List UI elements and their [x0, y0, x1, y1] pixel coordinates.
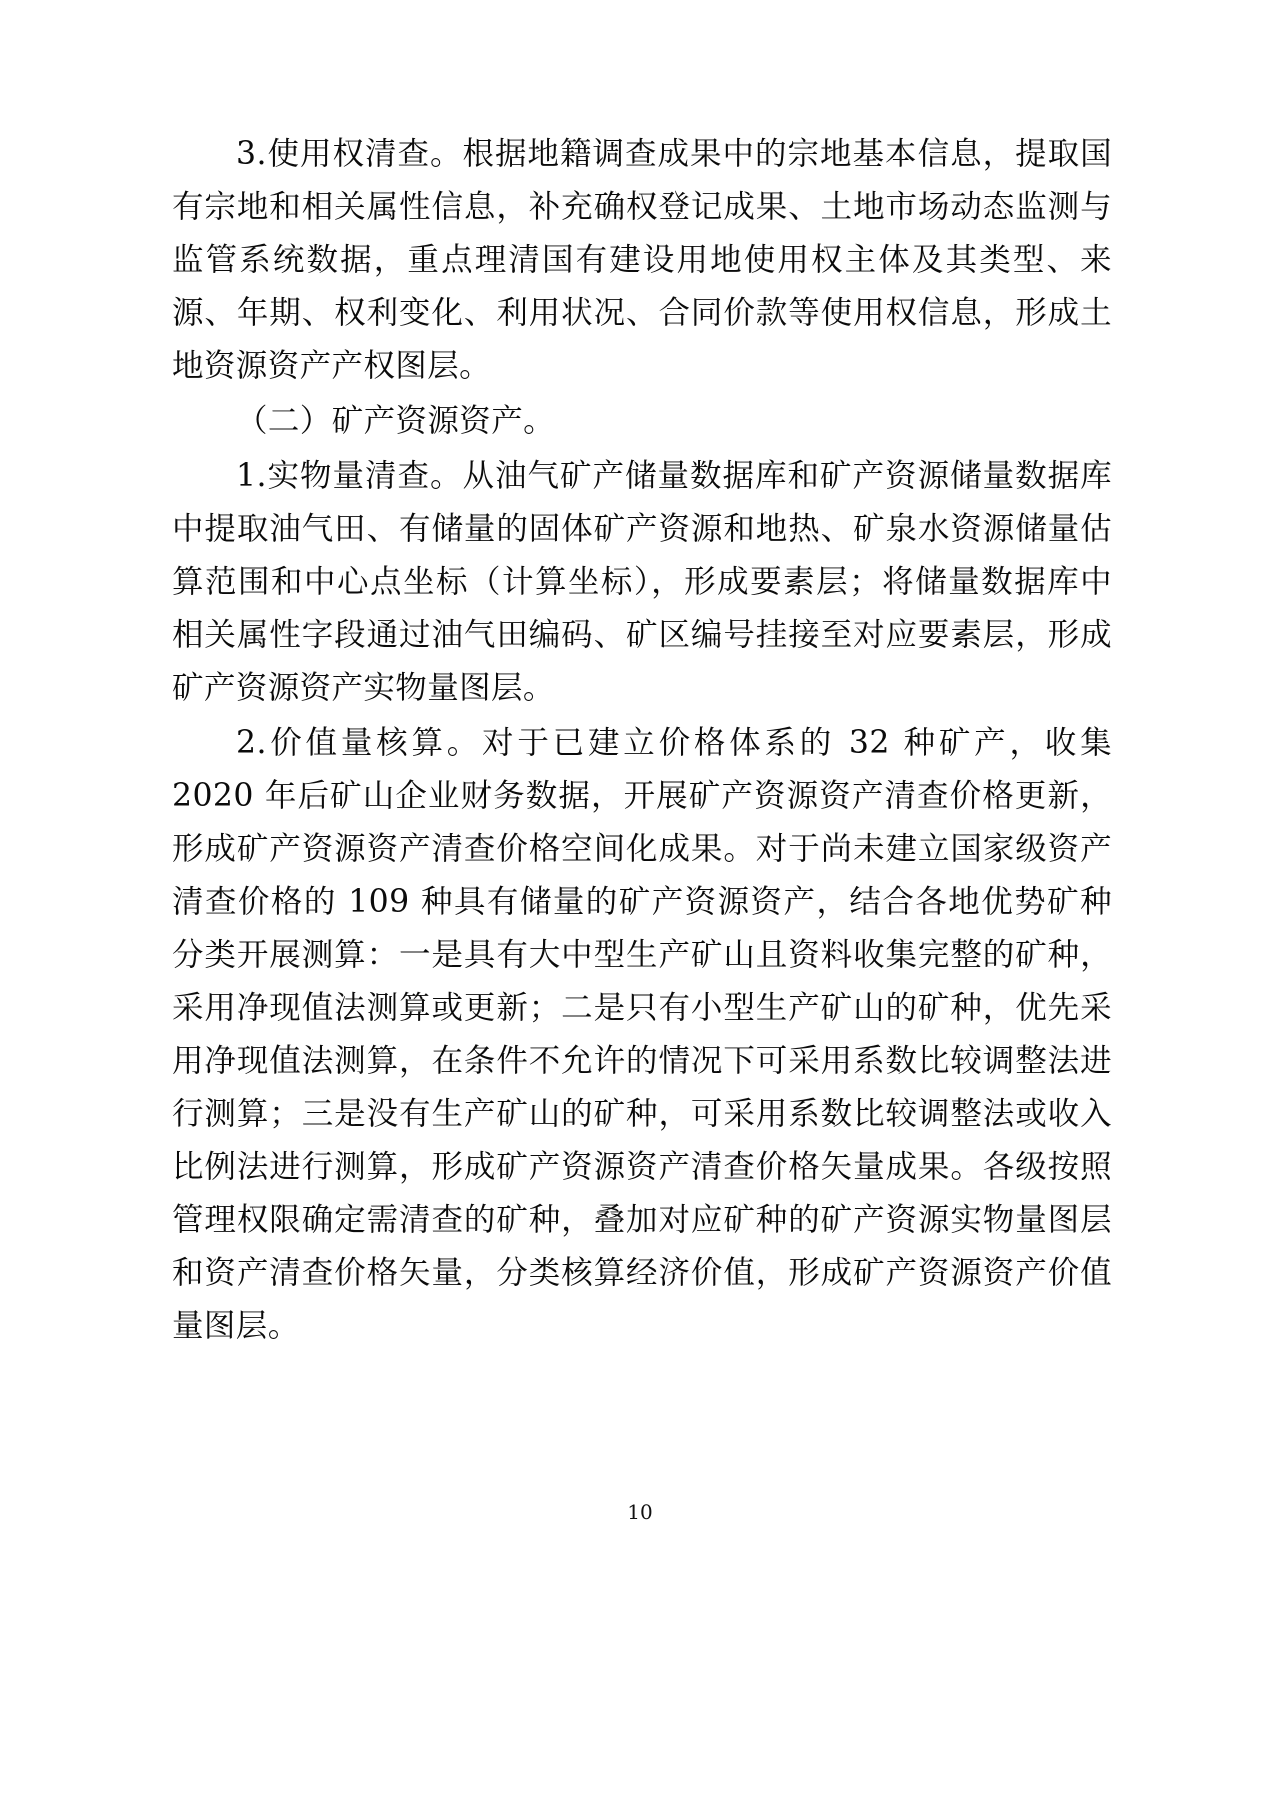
paragraph-land-use-rights-survey: 3.使用权清查。根据地籍调查成果中的宗地基本信息，提取国有宗地和相关属性信息，补充确权登记成果、土地市场动态监测与监管系统数据，重点理清国有建设用地使用权主体及其类型、来源、年期、权利变化、利用状况、合同价款等使用权信息，形成土地资源资产产权图层。	[172, 136, 1112, 384]
paragraph-physical-quantity-survey: 1.实物量清查。从油气矿产储量数据库和矿产资源储量数据库中提取油气田、有储量的固体矿产资源和地热、矿泉水资源储量估算范围和中心点坐标（计算坐标），形成要素层；将储量数据库中相关属性字段通过油气田编码、矿区编号挂接至对应要素层，形成矿产资源资产实物量图层。	[172, 458, 1112, 706]
paragraph-value-accounting: 2.价值量核算。对于已建立价格体系的 32 种矿产，收集 2020 年后矿山企业财务数据，开展矿产资源资产清查价格更新，形成矿产资源资产清查价格空间化成果。对于尚未建立国家级资产清查价格的 109 种具有储量的矿产资源资产，结合各地优势矿种分类开展测算：一是具有大中型生产矿山且资料收集完整的矿种，采用净现值法测算或更新；二是只有小型生产矿山的矿种，优先采用净现值法测算，在条件不允许的情况下可采用系数比较调整法进行测算；三是没有生产矿山的矿种，可采用系数比较调整法或收入比例法进行测算，形成矿产资源资产清查价格矢量成果。各级按照管理权限确定需清查的矿种，叠加对应矿种的矿产资源实物量图层和资产清查价格矢量，分类核算经济价值，形成矿产资源资产价值量图层。	[172, 725, 1112, 1344]
page-number: 10	[627, 1500, 653, 1524]
page-body	[172, 128, 1112, 1353]
paragraph-section-heading-mineral-assets: （二）矿产资源资产。	[236, 403, 556, 439]
